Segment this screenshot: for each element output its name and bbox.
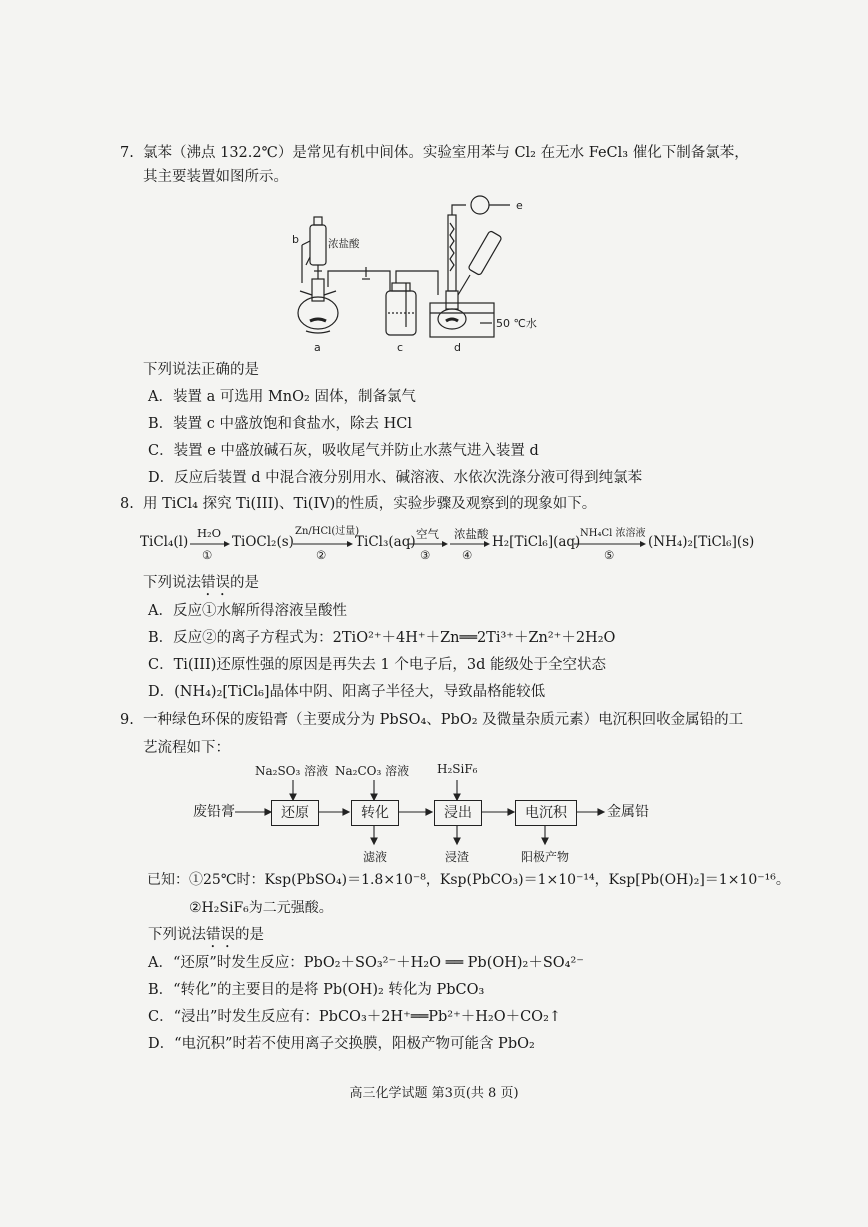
arrow1-icon <box>190 540 230 548</box>
scheme-nh4-2-ticl6: (NH₄)₂[TiCl₆](s) <box>648 534 755 550</box>
q8-option-d: D．(NH₄)₂[TiCl₆]晶体中阴、阳离子半径大，导致晶格能较低 <box>148 684 546 700</box>
q7-option-b: B．装置 c 中盛放饱和食盐水，除去 HCl <box>148 416 412 432</box>
scheme-tiocl2: TiOCl₂(s) <box>232 534 294 550</box>
q8-option-b: B．反应②的离子方程式为：2TiO²⁺＋4H⁺＋Zn══2Ti³⁺＋Zn²⁺＋2H₂O <box>148 630 616 646</box>
q8-prompt-pre: 下列说法 <box>143 575 201 591</box>
q9-stem-line2: 艺流程如下： <box>143 740 230 756</box>
q7-option-a: A．装置 a 可选用 MnO₂ 固体，制备氯气 <box>148 389 416 405</box>
arrow2-step: ② <box>316 548 327 562</box>
q8-prompt-emphasis: 错误 <box>201 575 230 591</box>
flow-box-reduce: 还原 <box>271 800 319 826</box>
label-d: d <box>454 341 461 354</box>
q8-option-c: C．Ti(III)还原性强的原因是再失去 1 个电子后，3d 能级处于全空状态 <box>148 657 606 673</box>
q9-known-2: ②H₂SiF₆为二元强酸。 <box>189 900 333 916</box>
arrow3-reagent: 空气 <box>416 527 439 541</box>
q9-option-d: D．“电沉积”时若不使用离子交换膜，阳极产物可能含 PbO₂ <box>148 1036 535 1052</box>
q7-apparatus-figure <box>270 195 570 355</box>
q8-stem-line1: 用 TiCl₄ 探究 Ti(III)、Ti(IV)的性质，实验步骤及观察到的现象如下。 <box>143 496 597 512</box>
flow-box-leach: 浸出 <box>434 800 482 826</box>
scheme-tiCl4: TiCl₄(l) <box>140 534 189 550</box>
q7-option-c: C．装置 e 中盛放碱石灰，吸收尾气并防止水蒸气进入装置 d <box>148 443 539 459</box>
arrow1-step: ① <box>202 548 213 562</box>
flow-box-convert: 转化 <box>351 800 399 826</box>
flow-box-electrodeposition: 电沉积 <box>515 800 577 826</box>
waste-residue: 浸渣 <box>445 850 470 864</box>
scheme-h2ticl6: H₂[TiCl₆](aq) <box>492 534 581 550</box>
q9-known-1: 已知：①25℃时：Ksp(PbSO₄)＝1.8×10⁻⁸，Ksp(PbCO₃)＝1×10⁻¹⁴，Ksp[Pb(OH)₂]＝1×10⁻¹⁶。 <box>147 872 790 888</box>
q7-option-d: D．反应后装置 d 中混合液分别用水、碱溶液、水依次洗涤分液可得到纯氯苯 <box>148 470 643 486</box>
label-conc-hcl: 浓盐酸 <box>328 238 360 250</box>
q9-option-c: C．“浸出”时发生反应有：PbCO₃＋2H⁺══Pb²⁺＋H₂O＋CO₂↑ <box>148 1009 562 1025</box>
q9-number: 9. <box>120 712 134 728</box>
page-footer: 高三化学试题 第3页(共 8 页) <box>349 1086 519 1101</box>
q7-stem-line2: 其主要装置如图所示。 <box>143 169 288 185</box>
arrow2-reagent: Zn/HCl(过量) <box>295 526 360 537</box>
q8-option-a: A．反应①水解所得溶液呈酸性 <box>148 603 347 619</box>
label-c: c <box>397 341 404 354</box>
q9-stem-line1: 一种绿色环保的废铅膏（主要成分为 PbSO₄、PbO₂ 及微量杂质元素）电沉积回收金属铅的工 <box>143 712 744 728</box>
arrow1-reagent: H₂O <box>197 526 222 540</box>
reagent-na2so3: Na₂SO₃ 溶液 <box>255 764 329 778</box>
arrow2-icon <box>293 540 353 548</box>
q9-prompt-pre: 下列说法 <box>148 927 206 943</box>
q8-reaction-scheme <box>140 522 760 566</box>
q7-prompt: 下列说法正确的是 <box>143 362 259 378</box>
q9-option-a: A．“还原”时发生反应：PbO₂＋SO₃²⁻＋H₂O ══ Pb(OH)₂＋SO₄²⁻ <box>148 955 584 971</box>
q8-number: 8. <box>120 496 134 512</box>
arrow3-step: ③ <box>420 548 431 562</box>
arrow4-icon <box>450 540 490 548</box>
q7-number: 7. <box>120 145 134 161</box>
q8-prompt <box>143 573 259 599</box>
waste-filtrate: 滤液 <box>363 850 388 864</box>
arrow4-reagent: 浓盐酸 <box>454 527 489 541</box>
arrow4-step: ④ <box>462 548 473 562</box>
q7-stem-line1: 氯苯（沸点 132.2℃）是常见有机中间体。实验室用苯与 Cl₂ 在无水 FeCl₃ 催化下制备氯苯， <box>143 145 749 161</box>
reagent-h2sif6: H₂SiF₆ <box>437 762 478 776</box>
q8-prompt-post: 的是 <box>230 575 259 591</box>
q9-option-b: B．“转化”的主要目的是将 Pb(OH)₂ 转化为 PbCO₃ <box>148 982 485 998</box>
flow-output: 金属铅 <box>607 804 649 820</box>
arrow5-reagent: NH₄Cl 浓溶液 <box>580 528 646 539</box>
q9-prompt-emphasis: 错误 <box>206 927 235 943</box>
q9-prompt-post: 的是 <box>235 927 264 943</box>
q9-process-flow <box>185 762 665 872</box>
arrow5-step: ⑤ <box>604 548 615 562</box>
scheme-ticl3: TiCl₃(aq) <box>355 534 416 550</box>
q9-prompt <box>148 925 264 951</box>
waste-anode-product: 阳极产物 <box>521 850 570 864</box>
label-e: e <box>516 199 523 212</box>
arrow3-icon <box>408 540 448 548</box>
flow-input: 废铅膏 <box>193 804 235 820</box>
label-water-bath: 50 ℃水 <box>496 317 537 330</box>
label-a: a <box>314 341 321 354</box>
arrow5-icon <box>574 540 646 548</box>
label-b: b <box>292 233 299 246</box>
reagent-na2co3: Na₂CO₃ 溶液 <box>335 764 410 778</box>
